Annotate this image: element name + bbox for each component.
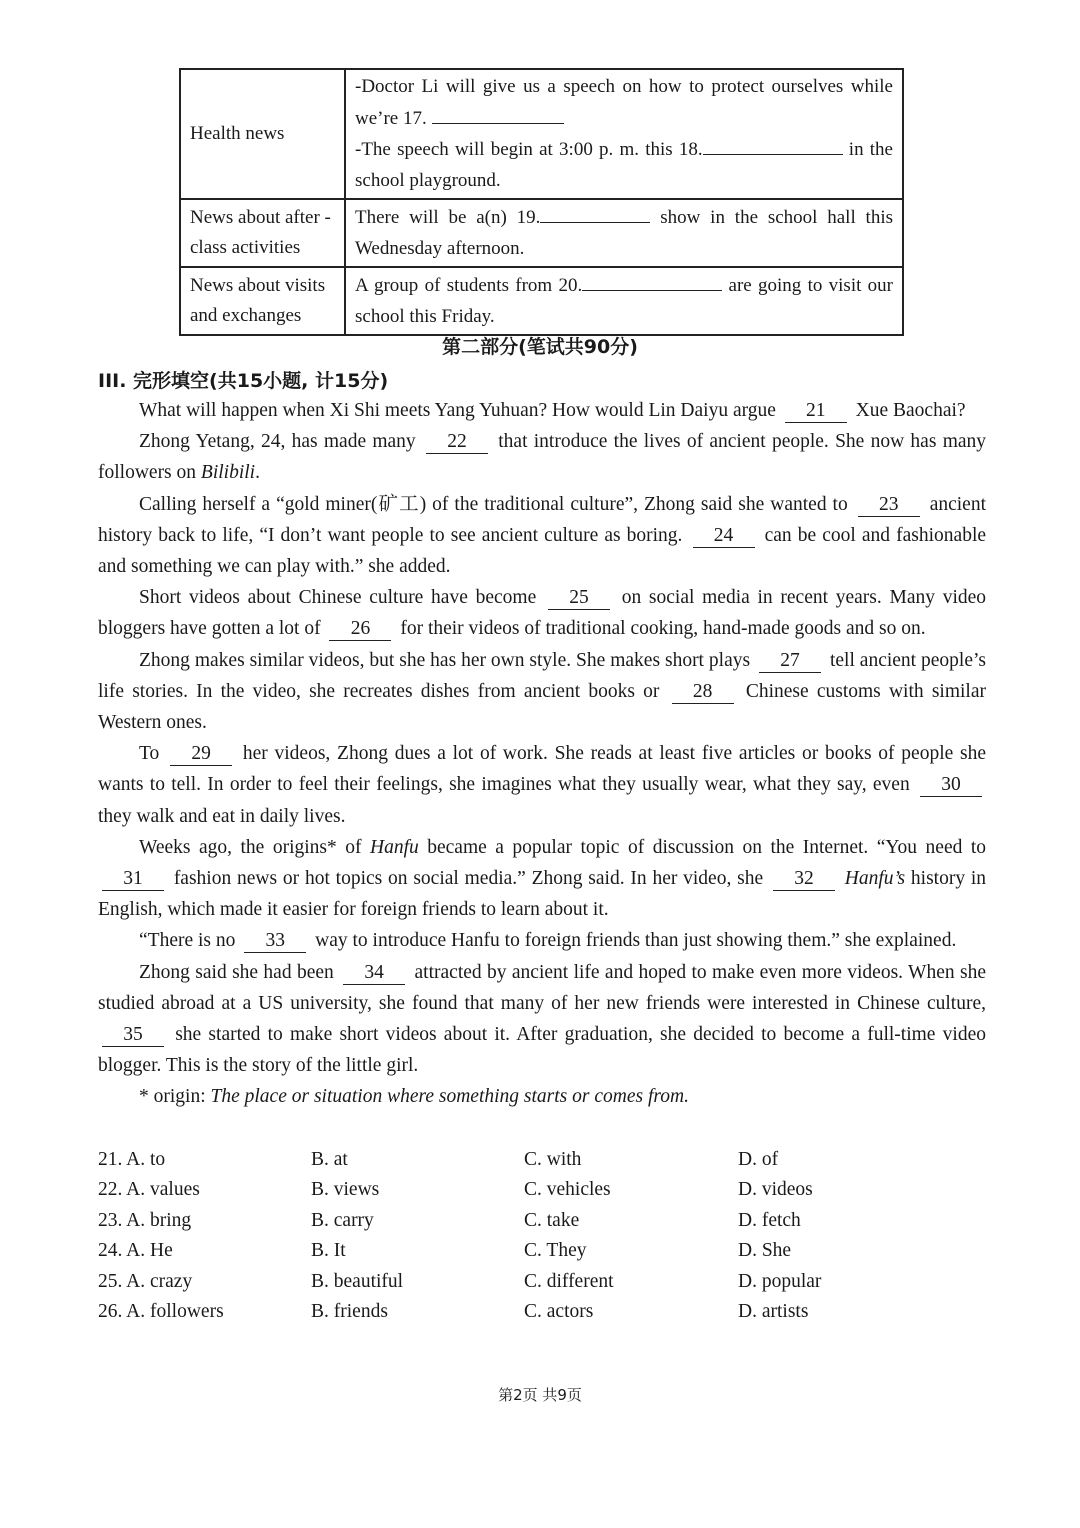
option: D. artists	[738, 1301, 809, 1323]
gap-21: 21	[785, 400, 847, 423]
paragraph	[98, 832, 986, 926]
option: D. popular	[738, 1270, 822, 1292]
option: C. vehicles	[524, 1179, 611, 1201]
option-row	[98, 1267, 888, 1297]
option: 21. A. to	[98, 1149, 166, 1170]
row-text: are going to visit our school this Friday.	[355, 275, 893, 327]
gap-34: 34	[343, 962, 405, 985]
option-row	[98, 1145, 888, 1175]
blank-19	[540, 202, 650, 223]
gap-27: 27	[759, 650, 821, 673]
table-row	[180, 199, 903, 267]
text: can be cool and fashionable and something we can play with.” she added.	[98, 524, 987, 578]
option-row	[98, 1175, 888, 1205]
text: Chinese customs with similar Western ones.	[98, 680, 987, 734]
text: she started to make short videos about it. After graduation, she decided to become a full-time video blogger. This is the story of the little girl.	[98, 1024, 986, 1077]
gap-31: 31	[102, 868, 164, 891]
option: C. with	[524, 1149, 582, 1170]
text: Xue Baochai?	[855, 400, 966, 421]
option: 23. A. bring	[98, 1209, 192, 1231]
gap-30: 30	[920, 774, 982, 797]
text: Weeks ago, the origins* of	[139, 836, 362, 858]
gap-28: 28	[672, 681, 734, 704]
text: way to introduce Hanfu to foreign friends than just showing them.” she explained.	[315, 930, 957, 952]
text: history in English, which made it easier for foreign friends to learn about it.	[98, 868, 987, 921]
gap-29: 29	[170, 743, 232, 766]
option: C. different	[524, 1270, 614, 1292]
footnote	[98, 1081, 986, 1112]
text: her videos, Zhong dues a lot of work. She reads at least five articles or books of people she wants to tell. In order to feel their feelings, she imagines what they usually wear, what they say, even	[98, 743, 987, 796]
paragraph	[98, 645, 986, 739]
text: ancient history back to life, “I don’t want people to see ancient culture as boring.	[98, 493, 986, 546]
option: B. carry	[311, 1209, 374, 1231]
paragraph	[98, 925, 986, 956]
text: for their videos of traditional cooking, hand-made goods and so on.	[400, 618, 926, 640]
option: D. of	[738, 1149, 779, 1170]
option: B. views	[311, 1179, 380, 1201]
italic-text: Bilibili	[200, 462, 256, 484]
option: B. It	[311, 1240, 346, 1262]
text: Zhong makes similar videos, but she has her own style. She makes short plays	[139, 649, 751, 671]
option: B. beautiful	[311, 1270, 404, 1292]
text: on social media in recent years. Many video bloggers have gotten a lot of	[98, 587, 987, 640]
italic-text: Hanfu’s	[844, 868, 906, 890]
text: tell ancient people’s life stories. In the video, she recreates dishes from ancient books or	[98, 649, 987, 702]
text: fashion news or hot topics on social media.” Zhong said. In her video, she	[173, 868, 764, 890]
row-label: News about visits and exchanges	[180, 267, 345, 335]
table-row	[180, 69, 903, 199]
blank-20	[582, 270, 722, 291]
part-title: 第二部分(笔试共90分)	[442, 336, 638, 358]
italic-text: The place or situation where something starts or comes from.	[210, 1086, 689, 1108]
paragraph	[98, 738, 986, 832]
option: C. take	[524, 1209, 580, 1231]
cloze-passage	[98, 395, 986, 1113]
option: B. friends	[311, 1301, 388, 1323]
row-text: -Doctor Li will give us a speech on how to protect ourselves while we’re 17.	[355, 76, 893, 129]
news-table	[179, 68, 904, 336]
option: D. She	[738, 1240, 792, 1262]
section-title: III. 完形填空(共15小题, 计15分)	[98, 370, 389, 392]
gap-22: 22	[426, 431, 488, 454]
option: D. videos	[738, 1179, 813, 1201]
answer-options	[98, 1145, 888, 1327]
row-content	[345, 69, 903, 199]
row-label: Health news	[180, 69, 345, 199]
row-text: show in the school hall this Wednesday afternoon.	[355, 207, 894, 259]
option-row	[98, 1297, 888, 1327]
paragraph	[98, 957, 986, 1082]
gap-33: 33	[244, 930, 306, 953]
text: Zhong said she had been	[139, 961, 334, 983]
gap-25: 25	[548, 587, 610, 610]
table-row	[180, 267, 903, 335]
option-row	[98, 1206, 888, 1236]
italic-text: Hanfu	[369, 836, 419, 858]
text: became a popular topic of discussion on the Internet. “You need to	[427, 836, 987, 858]
option: B. at	[311, 1149, 348, 1170]
row-text: in the school playground.	[355, 139, 893, 191]
text: What will happen when Xi Shi meets Yang Yuhuan? How would Lin Daiyu argue	[139, 400, 776, 421]
page-footer: 第2页 共9页	[498, 1386, 582, 1404]
paragraph	[98, 582, 986, 644]
blank-17	[432, 103, 564, 124]
gap-24: 24	[693, 525, 755, 548]
row-text: There will be a(n) 19.	[355, 207, 541, 228]
option: 22. A. values	[98, 1179, 200, 1201]
paragraph	[98, 395, 986, 426]
text: attracted by ancient life and hoped to make even more videos. When she studied abroad at a US university, she found that many of her new friends were interested in Chinese culture,	[98, 961, 986, 1014]
option: 25. A. crazy	[98, 1270, 193, 1292]
text: To	[139, 743, 160, 765]
option: C. actors	[524, 1301, 594, 1323]
gap-26: 26	[329, 618, 391, 641]
row-content	[345, 267, 903, 335]
text: that introduce the lives of ancient people. She now has many followers on	[98, 431, 987, 484]
text: .	[255, 462, 260, 484]
option-row	[98, 1236, 888, 1266]
text: Calling herself a “gold miner(矿工) of the traditional culture”, Zhong said she wanted to	[139, 493, 848, 515]
option: 24. A. He	[98, 1240, 173, 1262]
gap-32: 32	[773, 868, 835, 891]
option: C. They	[524, 1240, 587, 1262]
gap-35: 35	[102, 1024, 164, 1047]
gap-23: 23	[858, 494, 920, 517]
option: D. fetch	[738, 1209, 801, 1231]
blank-18	[703, 134, 843, 155]
row-text: -The speech will begin at 3:00 p. m. this 18.	[355, 139, 703, 160]
text: * origin:	[139, 1086, 206, 1108]
paragraph	[98, 426, 986, 488]
text: they walk and eat in daily lives.	[98, 805, 346, 827]
text: Short videos about Chinese culture have become	[139, 587, 537, 609]
row-label: News about after -class activities	[180, 199, 345, 267]
text: “There is no	[139, 930, 236, 952]
text: Zhong Yetang, 24, has made many	[139, 431, 416, 453]
paragraph	[98, 489, 986, 583]
row-content	[345, 199, 903, 267]
row-text: A group of students from 20.	[355, 275, 583, 296]
option: 26. A. followers	[98, 1301, 224, 1323]
